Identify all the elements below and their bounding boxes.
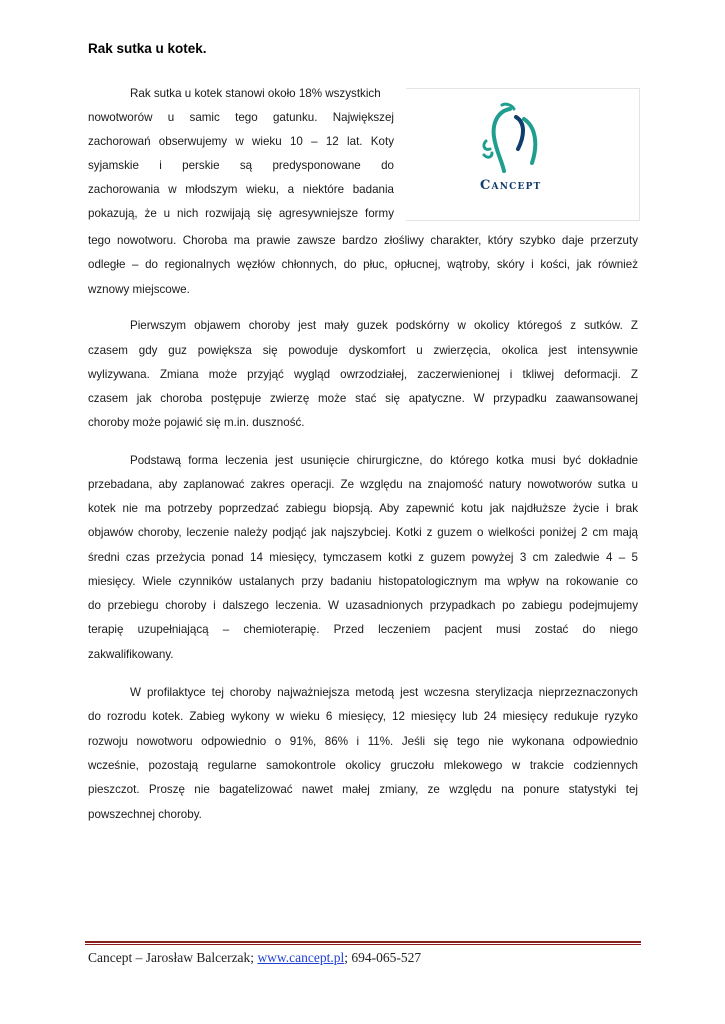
document-title: Rak sutka u kotek.: [88, 41, 207, 56]
logo-wordmark: Cancept: [480, 178, 542, 193]
paragraph-line: do rozrodu kotek. Zabieg wykony w wieku 6 miesięcy, 12 miesięcy lub 24 miesięcy redukuje ryzyko: [88, 710, 638, 723]
cancept-logo-icon: [480, 101, 550, 176]
paragraph-line: terapię uzupełniającą – chemioterapię. Przed leczeniem pacjent musi zostać do niego: [88, 623, 638, 636]
paragraph-line: zachorowania w młodszym wieku, a niektóre badania: [88, 183, 394, 196]
paragraph-line: czasem gdy guz powiększa się powoduje dyskomfort u zwierzęcia, okolica jest intensywnie: [88, 344, 638, 357]
paragraph-line: rozwoju nowotworu odpowiednio o 91%, 86% i 11%. Jeśli się tego nie wykonana odpowiednio: [88, 735, 638, 748]
paragraph-line: miesięcy. Wiele czynników ustalanych przy badaniu histopatologicznym ma wpływ na rokowanie co: [88, 575, 638, 588]
paragraph-line: Pierwszym objawem choroby jest mały guzek podskórny w okolicy któregoś z sutków. Z: [130, 319, 638, 332]
footer-divider: [85, 941, 641, 943]
paragraph-line: kotek nie ma potrzeby poprzedzać zabiegu biopsją. Aby zapewnić kotu jak najdłuższe życie i brak: [88, 502, 638, 515]
footer-phone: ; 694-065-527: [344, 950, 422, 965]
paragraph-line: Rak sutka u kotek stanowi około 18% wszystkich: [130, 87, 381, 100]
footer-website-link[interactable]: www.cancept.pl: [257, 950, 345, 965]
paragraph-line: czasem jak choroba postępuje zwierzę może stać się apatyczne. W przypadku zaawansowanej: [88, 392, 638, 405]
logo-box: [406, 88, 640, 221]
footer: [88, 950, 421, 966]
paragraph-line: powszechnej choroby.: [88, 808, 202, 821]
footer-divider-thin: [85, 944, 641, 945]
paragraph-line: Podstawą forma leczenia jest usunięcie chirurgiczne, do którego kotka musi być dokładnie: [130, 454, 638, 467]
paragraph-line: pieszczot. Proszę nie bagatelizować nawet małej zmiany, ze względu na ponure statystyki tej: [88, 783, 638, 796]
footer-author: Cancept – Jarosław Balcerzak;: [88, 950, 258, 965]
paragraph-line: do przebiegu choroby i dalszego leczenia. W uzasadnionych przypadkach po zabiegu podejmujemy: [88, 599, 638, 612]
paragraph-line: choroby może pojawić się m.in. duszność.: [88, 416, 305, 429]
paragraph-line: objawów choroby, leczenie należy podjąć jak najszybciej. Kotki z guzem o wielkości poniżej 2 cm mają: [88, 526, 638, 539]
paragraph-line: syjamskie i perskie są predysponowane do: [88, 159, 394, 172]
paragraph-line: średni czas przeżycia ponad 14 miesięcy, tymczasem kotki z guzem powyżej 3 cm zaledwie 4 – 5: [88, 551, 638, 564]
paragraph-line: zakwalifikowany.: [88, 648, 174, 661]
paragraph-line: W profilaktyce tej choroby najważniejsza metodą jest wczesna sterylizacja nieprzeznaczonych: [130, 686, 638, 699]
paragraph-line: wylizywana. Zmiana może przyjąć wygląd owrzodziałej, zaczerwienionej i tkliwej deformacji. Z: [88, 368, 638, 381]
paragraph-line: pokazują, że u nich rozwijają się agresywniejsze formy: [88, 207, 394, 220]
paragraph-line: zachorowań obserwujemy w wieku 10 – 12 lat. Koty: [88, 135, 394, 148]
paragraph-line: wznowy miejscowe.: [88, 283, 190, 296]
paragraph-line: nowotworów u samic tego gatunku. Największej: [88, 111, 394, 124]
paragraph-line: tego nowotworu. Choroba ma prawie zawsze bardzo złośliwy charakter, który szybko daje przerzuty: [88, 234, 638, 247]
paragraph-line: odległe – do regionalnych węzłów chłonnych, do płuc, opłucnej, wątroby, skóry i kości, jak również: [88, 258, 638, 271]
paragraph-line: przebadana, aby zaplanować zakres operacji. Ze względu na znajomość natury nowotworów sutka u: [88, 478, 638, 491]
paragraph-line: wcześnie, pozostają regularne samokontrole okolicy gruczołu mlekowego w trakcie codziennych: [88, 759, 638, 772]
